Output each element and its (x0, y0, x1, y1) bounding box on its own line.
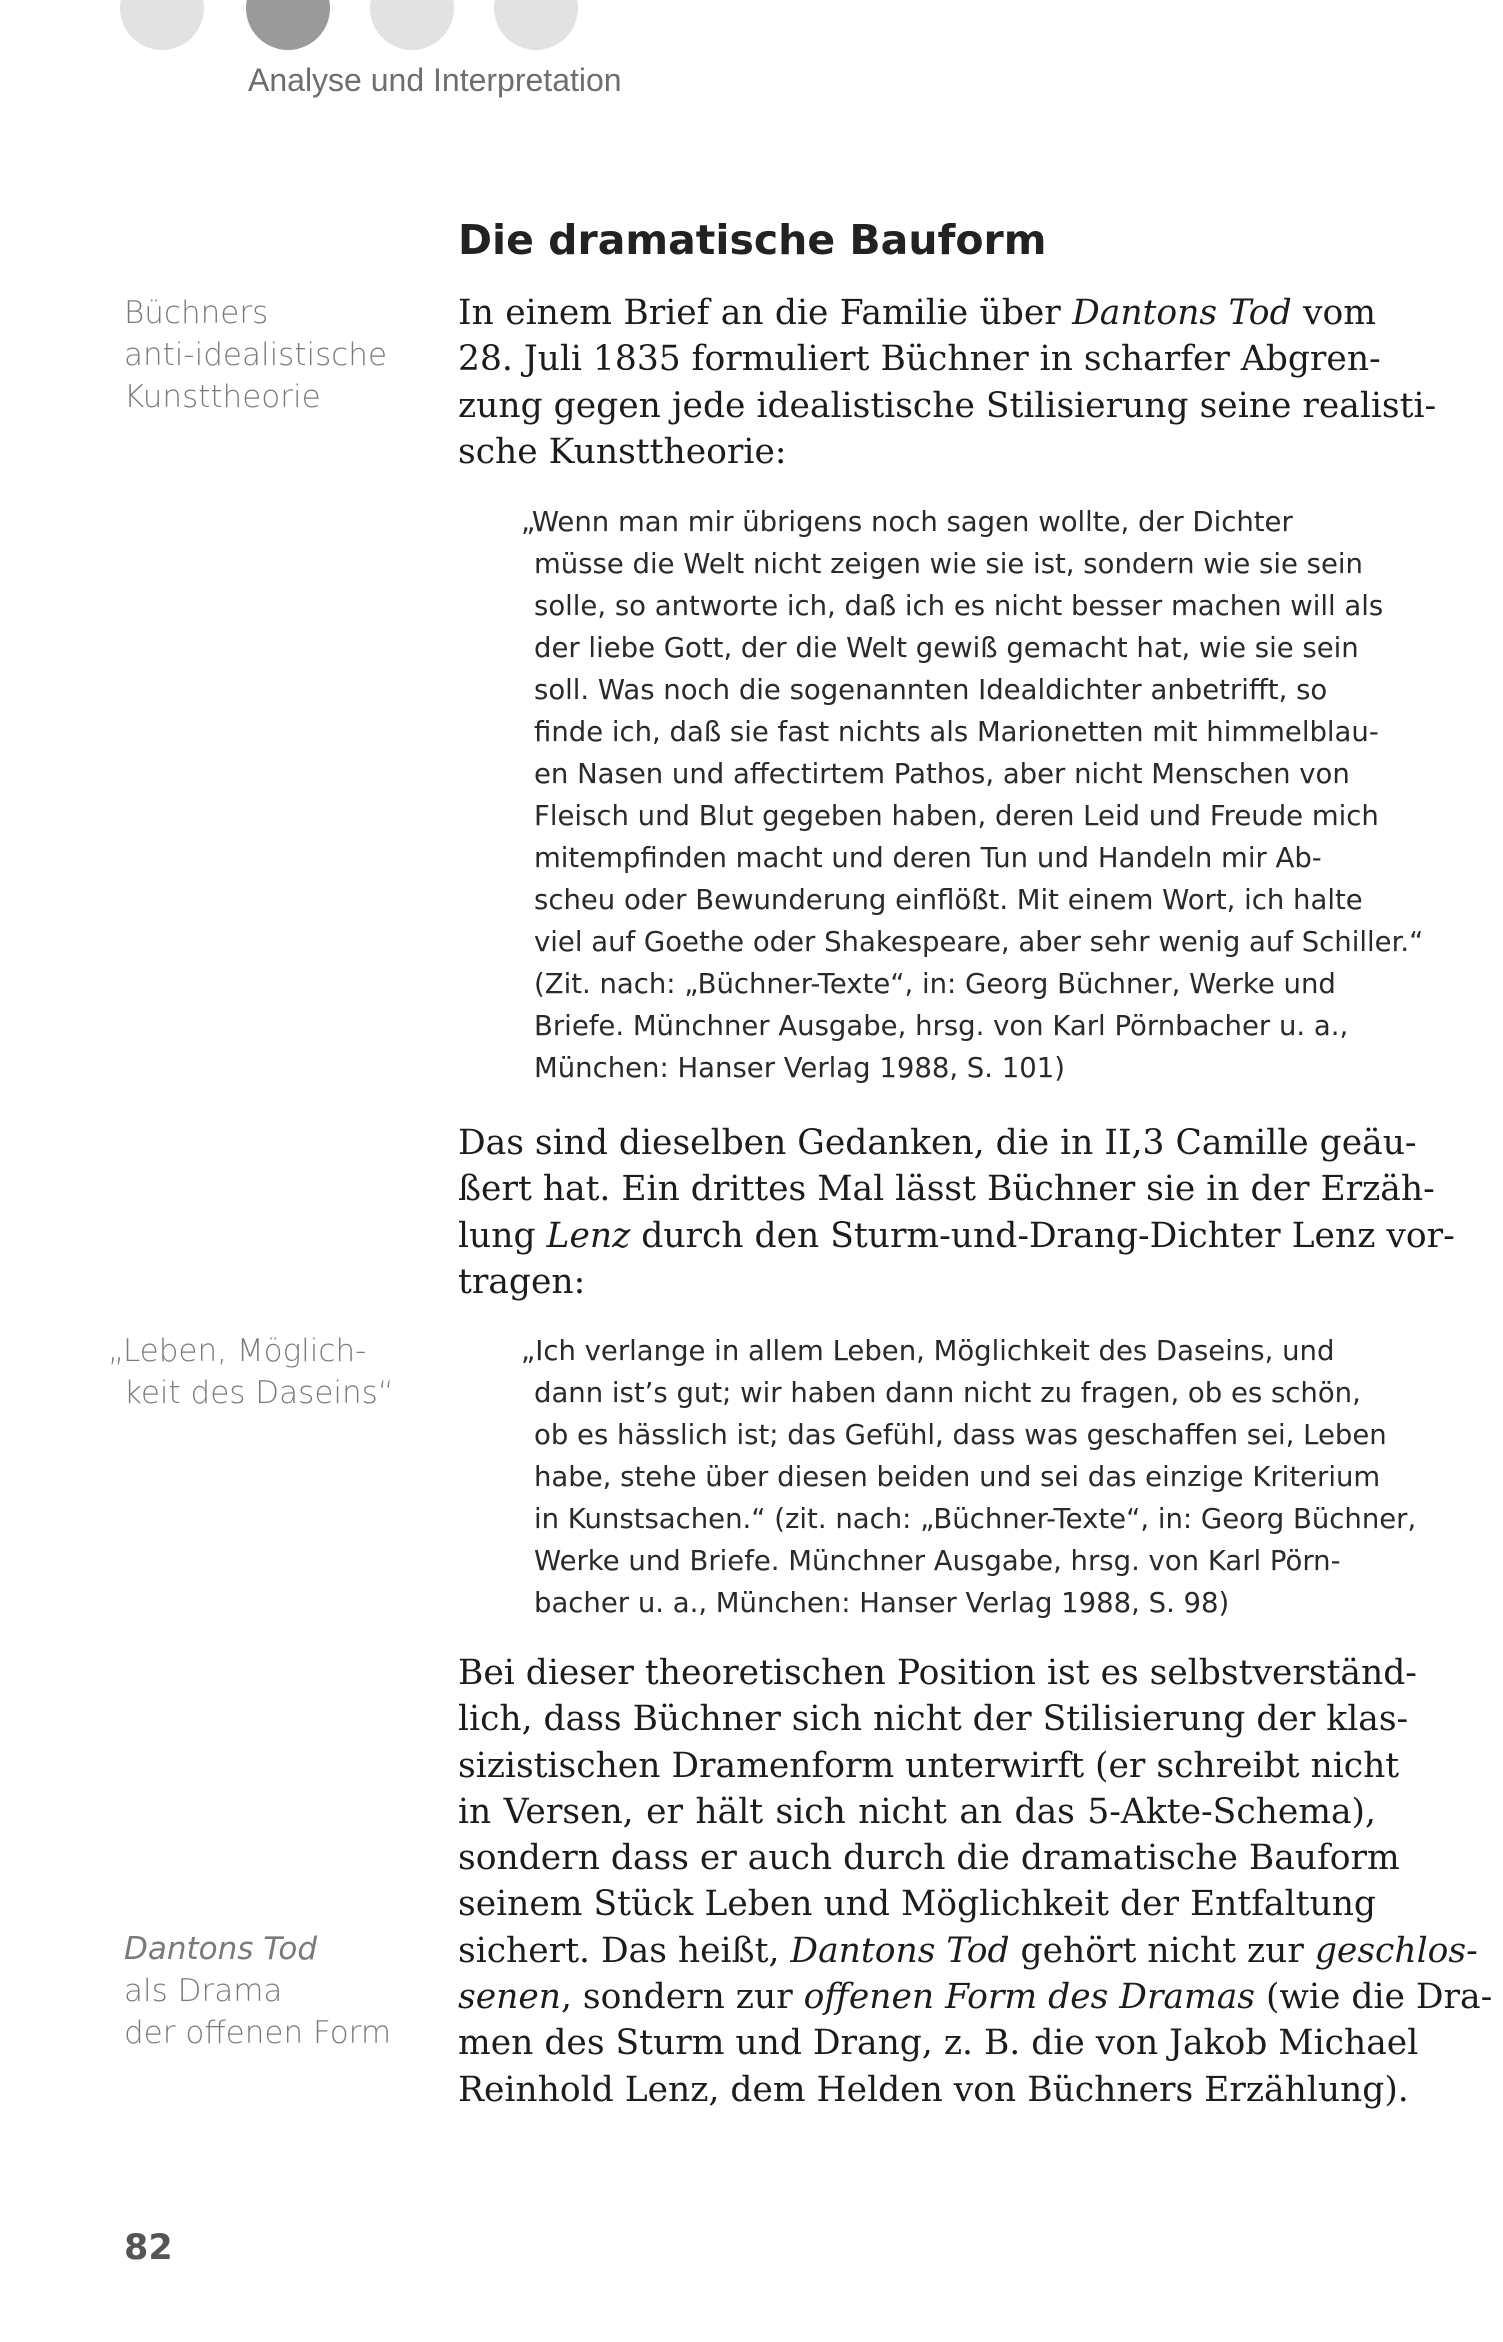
text-line: bacher u. a., München: Hanser Verlag 1988, S. 98) (534, 1587, 1230, 1619)
text-line: Bei dieser theoretischen Position ist es selbstverständ- (458, 1653, 1417, 1693)
text-line: en Nasen und affectirtem Pathos, aber nicht Menschen von (534, 758, 1350, 790)
text-line: Das sind dieselben Gedanken, die in II,3 Camille geäu- (458, 1123, 1417, 1163)
text-line: München: Hanser Verlag 1988, S. 101) (534, 1052, 1065, 1084)
decorative-dot-3 (370, 0, 454, 50)
text-line: Reinhold Lenz, dem Helden von Büchners Erzählung). (458, 2069, 1409, 2110)
text-line: „Ich verlange in allem Leben, Möglichkeit des Daseins, und (521, 1335, 1335, 1367)
paragraph-3 (458, 1650, 1493, 2113)
text-line: Briefe. Münchner Ausgabe, hrsg. von Karl Pörnbacher u. a., (534, 1010, 1349, 1042)
text-line: finde ich, daß sie fast nichts als Marionetten mit himmelblau- (534, 716, 1379, 748)
text-line: ßert hat. Ein drittes Mal lässt Büchner sie in der Erzäh- (458, 1169, 1435, 1210)
text-line: mitempfinden macht und deren Tun und Handeln mir Ab- (534, 842, 1322, 874)
text-line: habe, stehe über diesen beiden und sei das einzige Kriterium (534, 1461, 1381, 1493)
text-line: In einem Brief an die Familie über Dantons Tod vom (458, 293, 1376, 333)
margin-note-offene-form: Dantons Tod als Drama der offenen Form (124, 1931, 392, 2051)
text-line: sche Kunsttheorie: (458, 431, 787, 472)
text-line: sizistischen Dramenform unterwirft (er schreibt nicht (458, 1745, 1400, 1786)
paragraph-1 (458, 290, 1437, 475)
text-line: (Zit. nach: „Büchner-Texte“, in: Georg Büchner, Werke und (534, 968, 1336, 1000)
text-line: Fleisch und Blut gegeben haben, deren Leid und Freude mich (534, 800, 1379, 832)
text-line: in Versen, er hält sich nicht an das 5-Akte-Schema), (458, 1791, 1376, 1832)
text-line: müsse die Welt nicht zeigen wie sie ist, sondern wie sie sein (534, 548, 1363, 580)
margin-note-leben: „Leben, Möglich- keit des Daseins“ (108, 1333, 394, 1411)
decorative-dot-1 (120, 0, 204, 50)
decorative-dot-4 (494, 0, 578, 50)
text-line: 28. Juli 1835 formuliert Büchner in scharfer Abgren- (458, 339, 1381, 380)
text-line: senen, sondern zur offenen Form des Dramas (wie die Dra- (458, 1977, 1493, 2018)
text-line: tragen: (458, 1261, 586, 1302)
text-line: sichert. Das heißt, Dantons Tod gehört nicht zur geschlos- (458, 1930, 1478, 1971)
text-line: der liebe Gott, der die Welt gewiß gemacht hat, wie sie sein (534, 632, 1359, 664)
text-line: men des Sturm und Drang, z. B. die von Jakob Michael (458, 2023, 1419, 2064)
quote-block-2 (521, 1330, 1417, 1624)
text-line: scheu oder Bewunderung einflößt. Mit einem Wort, ich halte (534, 884, 1363, 916)
quote-block-1 (521, 501, 1424, 1089)
text-line: lung Lenz durch den Sturm-und-Drang-Dichter Lenz vor- (458, 1215, 1455, 1256)
text-line: soll. Was noch die sogenannten Idealdichter anbetrifft, so (534, 674, 1328, 706)
margin-note-kunsttheorie: Büchners anti-idealistische Kunsttheorie (124, 295, 388, 415)
text-line: zung gegen jede idealistische Stilisierung seine realisti- (458, 385, 1437, 426)
text-line: Werke und Briefe. Münchner Ausgabe, hrsg. von Karl Pörn- (534, 1545, 1341, 1577)
text-line: dann ist’s gut; wir haben dann nicht zu fragen, ob es schön, (534, 1377, 1361, 1409)
paragraph-2 (458, 1120, 1455, 1305)
text-line: solle, so antworte ich, daß ich es nicht besser machen will als (534, 590, 1384, 622)
text-line: in Kunstsachen.“ (zit. nach: „Büchner-Texte“, in: Georg Büchner, (534, 1503, 1417, 1535)
text-line: seinem Stück Leben und Möglichkeit der Entfaltung (458, 1884, 1376, 1925)
text-line: sondern dass er auch durch die dramatische Bauform (458, 1838, 1400, 1879)
section-heading: Die dramatische Bauform (458, 216, 1047, 264)
text-line: viel auf Goethe oder Shakespeare, aber sehr wenig auf Schiller.“ (534, 926, 1424, 958)
text-line: lich, dass Büchner sich nicht der Stilisierung der klas- (458, 1699, 1409, 1740)
decorative-dot-2 (246, 0, 330, 50)
text-line: ob es hässlich ist; das Gefühl, dass was geschaffen sei, Leben (534, 1419, 1387, 1451)
text-line: „Wenn man mir übrigens noch sagen wollte, der Dichter (521, 506, 1293, 538)
page-number: 82 (124, 2228, 173, 2268)
running-header: Analyse und Interpretation (248, 62, 622, 98)
